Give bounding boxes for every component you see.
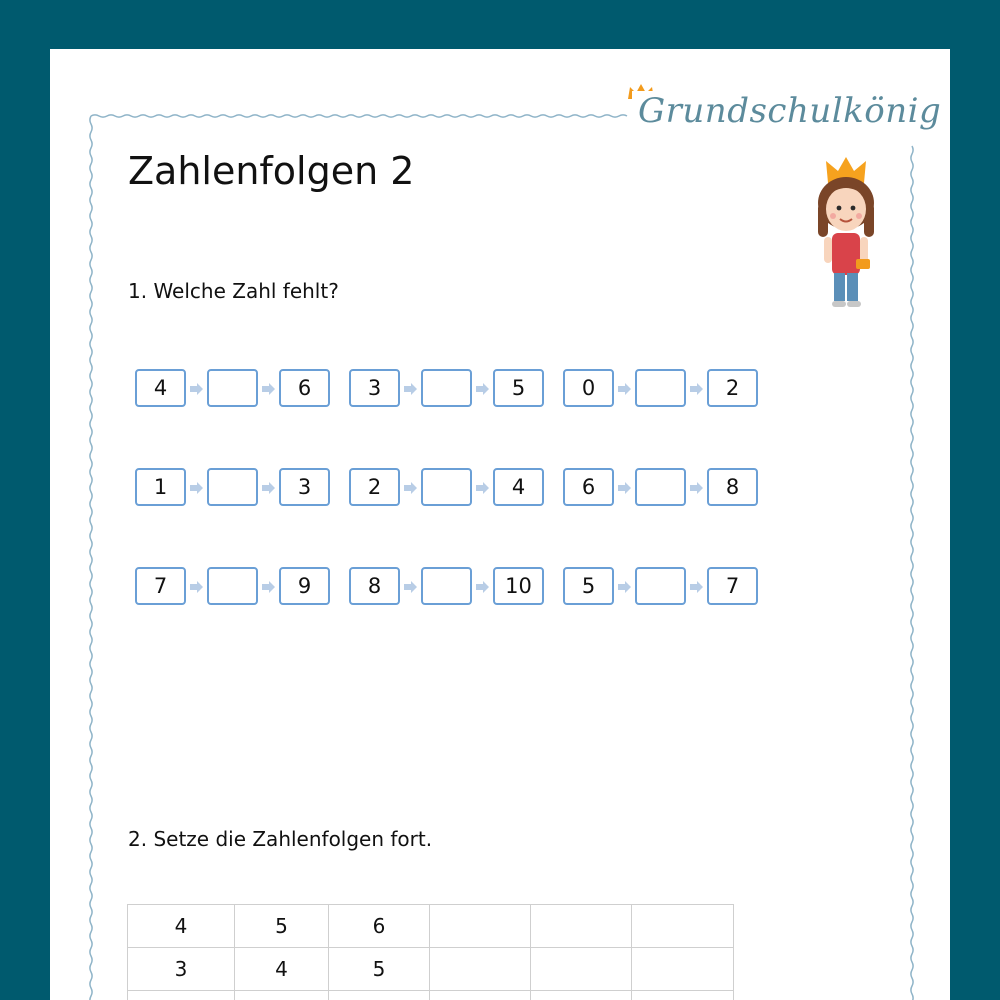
answer-cell[interactable] bbox=[329, 991, 430, 1000]
answer-box[interactable] bbox=[635, 567, 686, 605]
number-cell: 6 bbox=[329, 905, 430, 948]
answer-box[interactable] bbox=[635, 468, 686, 506]
number-cell: 5 bbox=[235, 905, 329, 948]
number-cell: 3 bbox=[128, 948, 235, 991]
brand-name: Grundschulkönig bbox=[632, 91, 947, 131]
answer-box[interactable] bbox=[207, 567, 258, 605]
answer-box[interactable] bbox=[421, 369, 472, 407]
number-box: 5 bbox=[563, 567, 614, 605]
arrow-right-icon bbox=[190, 581, 204, 593]
number-box: 2 bbox=[349, 468, 400, 506]
page-title: Zahlenfolgen 2 bbox=[128, 149, 415, 193]
arrow-right-icon bbox=[190, 383, 204, 395]
answer-cell[interactable] bbox=[235, 991, 329, 1000]
answer-cell[interactable] bbox=[430, 991, 531, 1000]
number-box: 8 bbox=[707, 468, 758, 506]
arrow-right-icon bbox=[262, 482, 276, 494]
arrow-right-icon bbox=[476, 581, 490, 593]
arrow-right-icon bbox=[618, 383, 632, 395]
number-box: 6 bbox=[279, 369, 330, 407]
number-box: 4 bbox=[135, 369, 186, 407]
number-box: 0 bbox=[563, 369, 614, 407]
arrow-right-icon bbox=[690, 581, 704, 593]
answer-cell[interactable] bbox=[632, 948, 734, 991]
number-box: 7 bbox=[707, 567, 758, 605]
number-box: 1 bbox=[135, 468, 186, 506]
answer-box[interactable] bbox=[421, 468, 472, 506]
arrow-right-icon bbox=[690, 482, 704, 494]
arrow-right-icon bbox=[618, 482, 632, 494]
answer-box[interactable] bbox=[635, 369, 686, 407]
answer-cell[interactable] bbox=[128, 991, 235, 1000]
answer-cell[interactable] bbox=[430, 905, 531, 948]
number-box: 2 bbox=[707, 369, 758, 407]
answer-box[interactable] bbox=[207, 468, 258, 506]
number-box: 10 bbox=[493, 567, 544, 605]
continuation-table bbox=[127, 904, 734, 1000]
answer-cell[interactable] bbox=[632, 905, 734, 948]
arrow-right-icon bbox=[404, 383, 418, 395]
number-box: 3 bbox=[349, 369, 400, 407]
answer-cell[interactable] bbox=[531, 991, 632, 1000]
arrow-right-icon bbox=[476, 383, 490, 395]
arrow-right-icon bbox=[190, 482, 204, 494]
number-box: 9 bbox=[279, 567, 330, 605]
number-box: 8 bbox=[349, 567, 400, 605]
task1-label: 1. Welche Zahl fehlt? bbox=[128, 279, 339, 303]
number-cell: 4 bbox=[128, 905, 235, 948]
number-cell: 5 bbox=[329, 948, 430, 991]
number-box: 7 bbox=[135, 567, 186, 605]
table-row bbox=[128, 905, 734, 948]
arrow-right-icon bbox=[262, 383, 276, 395]
number-box: 5 bbox=[493, 369, 544, 407]
worksheet-page bbox=[50, 49, 950, 1000]
answer-box[interactable] bbox=[421, 567, 472, 605]
table-row bbox=[128, 948, 734, 991]
number-box: 4 bbox=[493, 468, 544, 506]
number-cell: 4 bbox=[235, 948, 329, 991]
answer-cell[interactable] bbox=[632, 991, 734, 1000]
arrow-right-icon bbox=[262, 581, 276, 593]
arrow-right-icon bbox=[690, 383, 704, 395]
task2-label: 2. Setze die Zahlenfolgen fort. bbox=[128, 827, 433, 851]
arrow-right-icon bbox=[476, 482, 490, 494]
arrow-right-icon bbox=[404, 581, 418, 593]
table-row bbox=[128, 991, 734, 1000]
answer-cell[interactable] bbox=[531, 948, 632, 991]
answer-cell[interactable] bbox=[430, 948, 531, 991]
answer-box[interactable] bbox=[207, 369, 258, 407]
girl-with-crown-icon bbox=[802, 153, 892, 313]
arrow-right-icon bbox=[404, 482, 418, 494]
answer-cell[interactable] bbox=[531, 905, 632, 948]
number-box: 3 bbox=[279, 468, 330, 506]
number-box: 6 bbox=[563, 468, 614, 506]
arrow-right-icon bbox=[618, 581, 632, 593]
